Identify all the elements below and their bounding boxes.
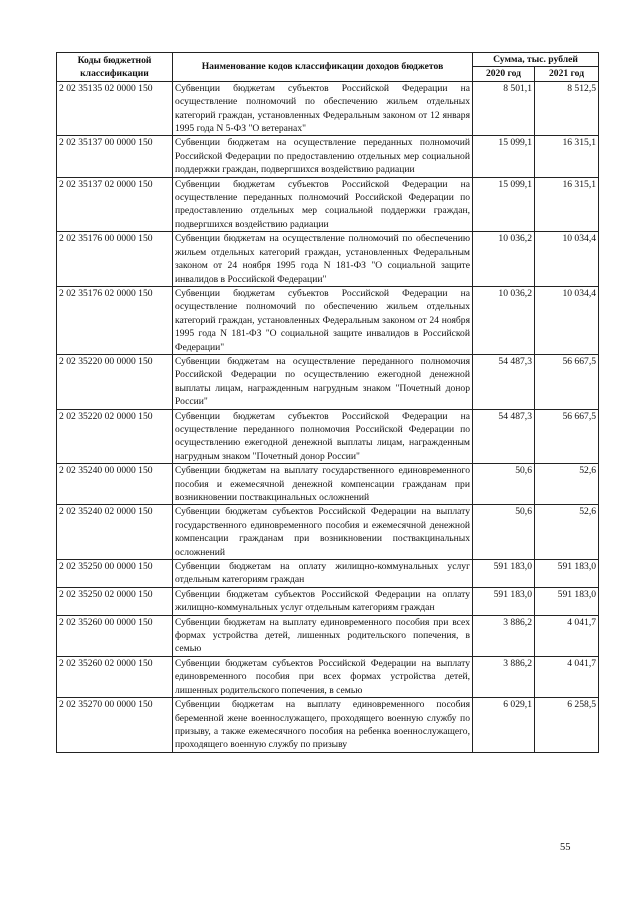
row-sum-2020: 591 183,0 (473, 587, 535, 615)
budget-revenue-table (56, 52, 599, 753)
row-name: Субвенции бюджетам субъектов Российской Федерации на осуществление полномочий по обеспечению жильем отдельных категорий граждан, установленных Федеральным законом от 12 января 1995 года N 5-ФЗ "О ветеранах" (173, 81, 473, 136)
row-code: 2 02 35135 02 0000 150 (57, 81, 173, 136)
table-row (57, 656, 599, 697)
row-sum-2021: 591 183,0 (535, 587, 599, 615)
row-sum-2020: 8 501,1 (473, 81, 535, 136)
row-sum-2021: 8 512,5 (535, 81, 599, 136)
row-name: Субвенции бюджетам на оплату жилищно-коммунальных услуг отдельным категориям граждан (173, 560, 473, 588)
row-sum-2020: 10 036,2 (473, 286, 535, 354)
table-row (57, 464, 599, 505)
table-row (57, 286, 599, 354)
row-code: 2 02 35250 02 0000 150 (57, 587, 173, 615)
row-sum-2021: 591 183,0 (535, 560, 599, 588)
row-code: 2 02 35270 00 0000 150 (57, 698, 173, 753)
table-row (57, 505, 599, 560)
row-sum-2021: 56 667,5 (535, 409, 599, 464)
row-code: 2 02 35240 02 0000 150 (57, 505, 173, 560)
row-code: 2 02 35260 00 0000 150 (57, 615, 173, 656)
row-name: Субвенции бюджетам субъектов Российской Федерации на выплату государственного единовременного пособия и ежемесячной денежной компенсации гражданам при возникновении поствакцинальных осложнений (173, 505, 473, 560)
row-code: 2 02 35220 02 0000 150 (57, 409, 173, 464)
row-name: Субвенции бюджетам на осуществление переданных полномочий Российской Федерации по предоставлению отдельных мер социальной поддержки граждан, подвергшихся воздействию радиации (173, 136, 473, 177)
table-row (57, 354, 599, 409)
row-sum-2021: 4 041,7 (535, 656, 599, 697)
row-code: 2 02 35240 00 0000 150 (57, 464, 173, 505)
header-codes: Коды бюджетной классификации (57, 53, 173, 82)
table-row (57, 136, 599, 177)
row-name: Субвенции бюджетам на выплату государственного единовременного пособия и ежемесячной денежной компенсации гражданам при возникновении поствакцинальных осложнений (173, 464, 473, 505)
row-code: 2 02 35176 02 0000 150 (57, 286, 173, 354)
row-sum-2020: 10 036,2 (473, 232, 535, 287)
row-name: Субвенции бюджетам субъектов Российской Федерации на осуществление полномочий по обеспечению жильем отдельных категорий граждан, установленных Федеральным законом от 24 ноября 1995 года N 181-ФЗ "О социальной защите инвалидов в Российской Федерации" (173, 286, 473, 354)
row-name: Субвенции бюджетам на выплату единовременного пособия беременной жене военнослужащего, проходящего военную службу по призыву, а также ежемесячного пособия на ребенка военнослужащего, проходящего военную службу по призыву (173, 698, 473, 753)
row-sum-2020: 6 029,1 (473, 698, 535, 753)
row-sum-2020: 15 099,1 (473, 136, 535, 177)
row-sum-2021: 10 034,4 (535, 286, 599, 354)
page-number: 55 (560, 842, 571, 853)
table-row (57, 81, 599, 136)
row-name: Субвенции бюджетам субъектов Российской Федерации на оплату жилищно-коммунальных услуг отдельным категориям граждан (173, 587, 473, 615)
row-code: 2 02 35250 00 0000 150 (57, 560, 173, 588)
table-row (57, 615, 599, 656)
table-row (57, 587, 599, 615)
row-sum-2021: 16 315,1 (535, 136, 599, 177)
row-name: Субвенции бюджетам на выплату единовременного пособия при всех формах устройства детей, лишенных родительского попечения, в семью (173, 615, 473, 656)
row-sum-2021: 4 041,7 (535, 615, 599, 656)
row-sum-2020: 15 099,1 (473, 177, 535, 232)
row-sum-2020: 3 886,2 (473, 656, 535, 697)
table-row (57, 698, 599, 753)
row-name: Субвенции бюджетам субъектов Российской Федерации на выплату единовременного пособия при всех формах устройства детей, лишенных родительского попечения, в семью (173, 656, 473, 697)
row-sum-2021: 10 034,4 (535, 232, 599, 287)
table-row (57, 560, 599, 588)
row-sum-2020: 54 487,3 (473, 409, 535, 464)
row-name: Субвенции бюджетам субъектов Российской Федерации на осуществление переданных полномочий Российской Федерации по предоставлению отдельных мер социальной поддержки граждан, подвергшихся воздействию радиации (173, 177, 473, 232)
row-code: 2 02 35220 00 0000 150 (57, 354, 173, 409)
row-sum-2020: 50,6 (473, 464, 535, 505)
row-name: Субвенции бюджетам на осуществление полномочий по обеспечению жильем отдельных категорий граждан, установленных Федеральным законом от 24 ноября 1995 года N 181-ФЗ "О социальной защите инвалидов в Российской Федерации" (173, 232, 473, 287)
row-name: Субвенции бюджетам субъектов Российской Федерации на осуществление переданного полномочия Российской Федерации по осуществлению ежегодной денежной выплаты лицам, награжденным нагрудным знаком "Почетный донор России" (173, 409, 473, 464)
row-sum-2021: 52,6 (535, 505, 599, 560)
row-sum-2020: 54 487,3 (473, 354, 535, 409)
row-code: 2 02 35260 02 0000 150 (57, 656, 173, 697)
row-sum-2020: 591 183,0 (473, 560, 535, 588)
header-name: Наименование кодов классификации доходов бюджетов (173, 53, 473, 82)
row-sum-2021: 6 258,5 (535, 698, 599, 753)
row-sum-2021: 56 667,5 (535, 354, 599, 409)
row-sum-2020: 3 886,2 (473, 615, 535, 656)
row-sum-2021: 16 315,1 (535, 177, 599, 232)
row-name: Субвенции бюджетам на осуществление переданного полномочия Российской Федерации по осуществлению ежегодной денежной выплаты лицам, награжденным нагрудным знаком "Почетный донор России" (173, 354, 473, 409)
table-row (57, 232, 599, 287)
table-row (57, 177, 599, 232)
header-year-2020: 2020 год (473, 67, 535, 81)
row-code: 2 02 35137 00 0000 150 (57, 136, 173, 177)
table-header-row (57, 53, 599, 67)
header-sum: Сумма, тыс. рублей (473, 53, 599, 67)
row-sum-2021: 52,6 (535, 464, 599, 505)
table-row (57, 409, 599, 464)
row-code: 2 02 35137 02 0000 150 (57, 177, 173, 232)
row-code: 2 02 35176 00 0000 150 (57, 232, 173, 287)
row-sum-2020: 50,6 (473, 505, 535, 560)
header-year-2021: 2021 год (535, 67, 599, 81)
